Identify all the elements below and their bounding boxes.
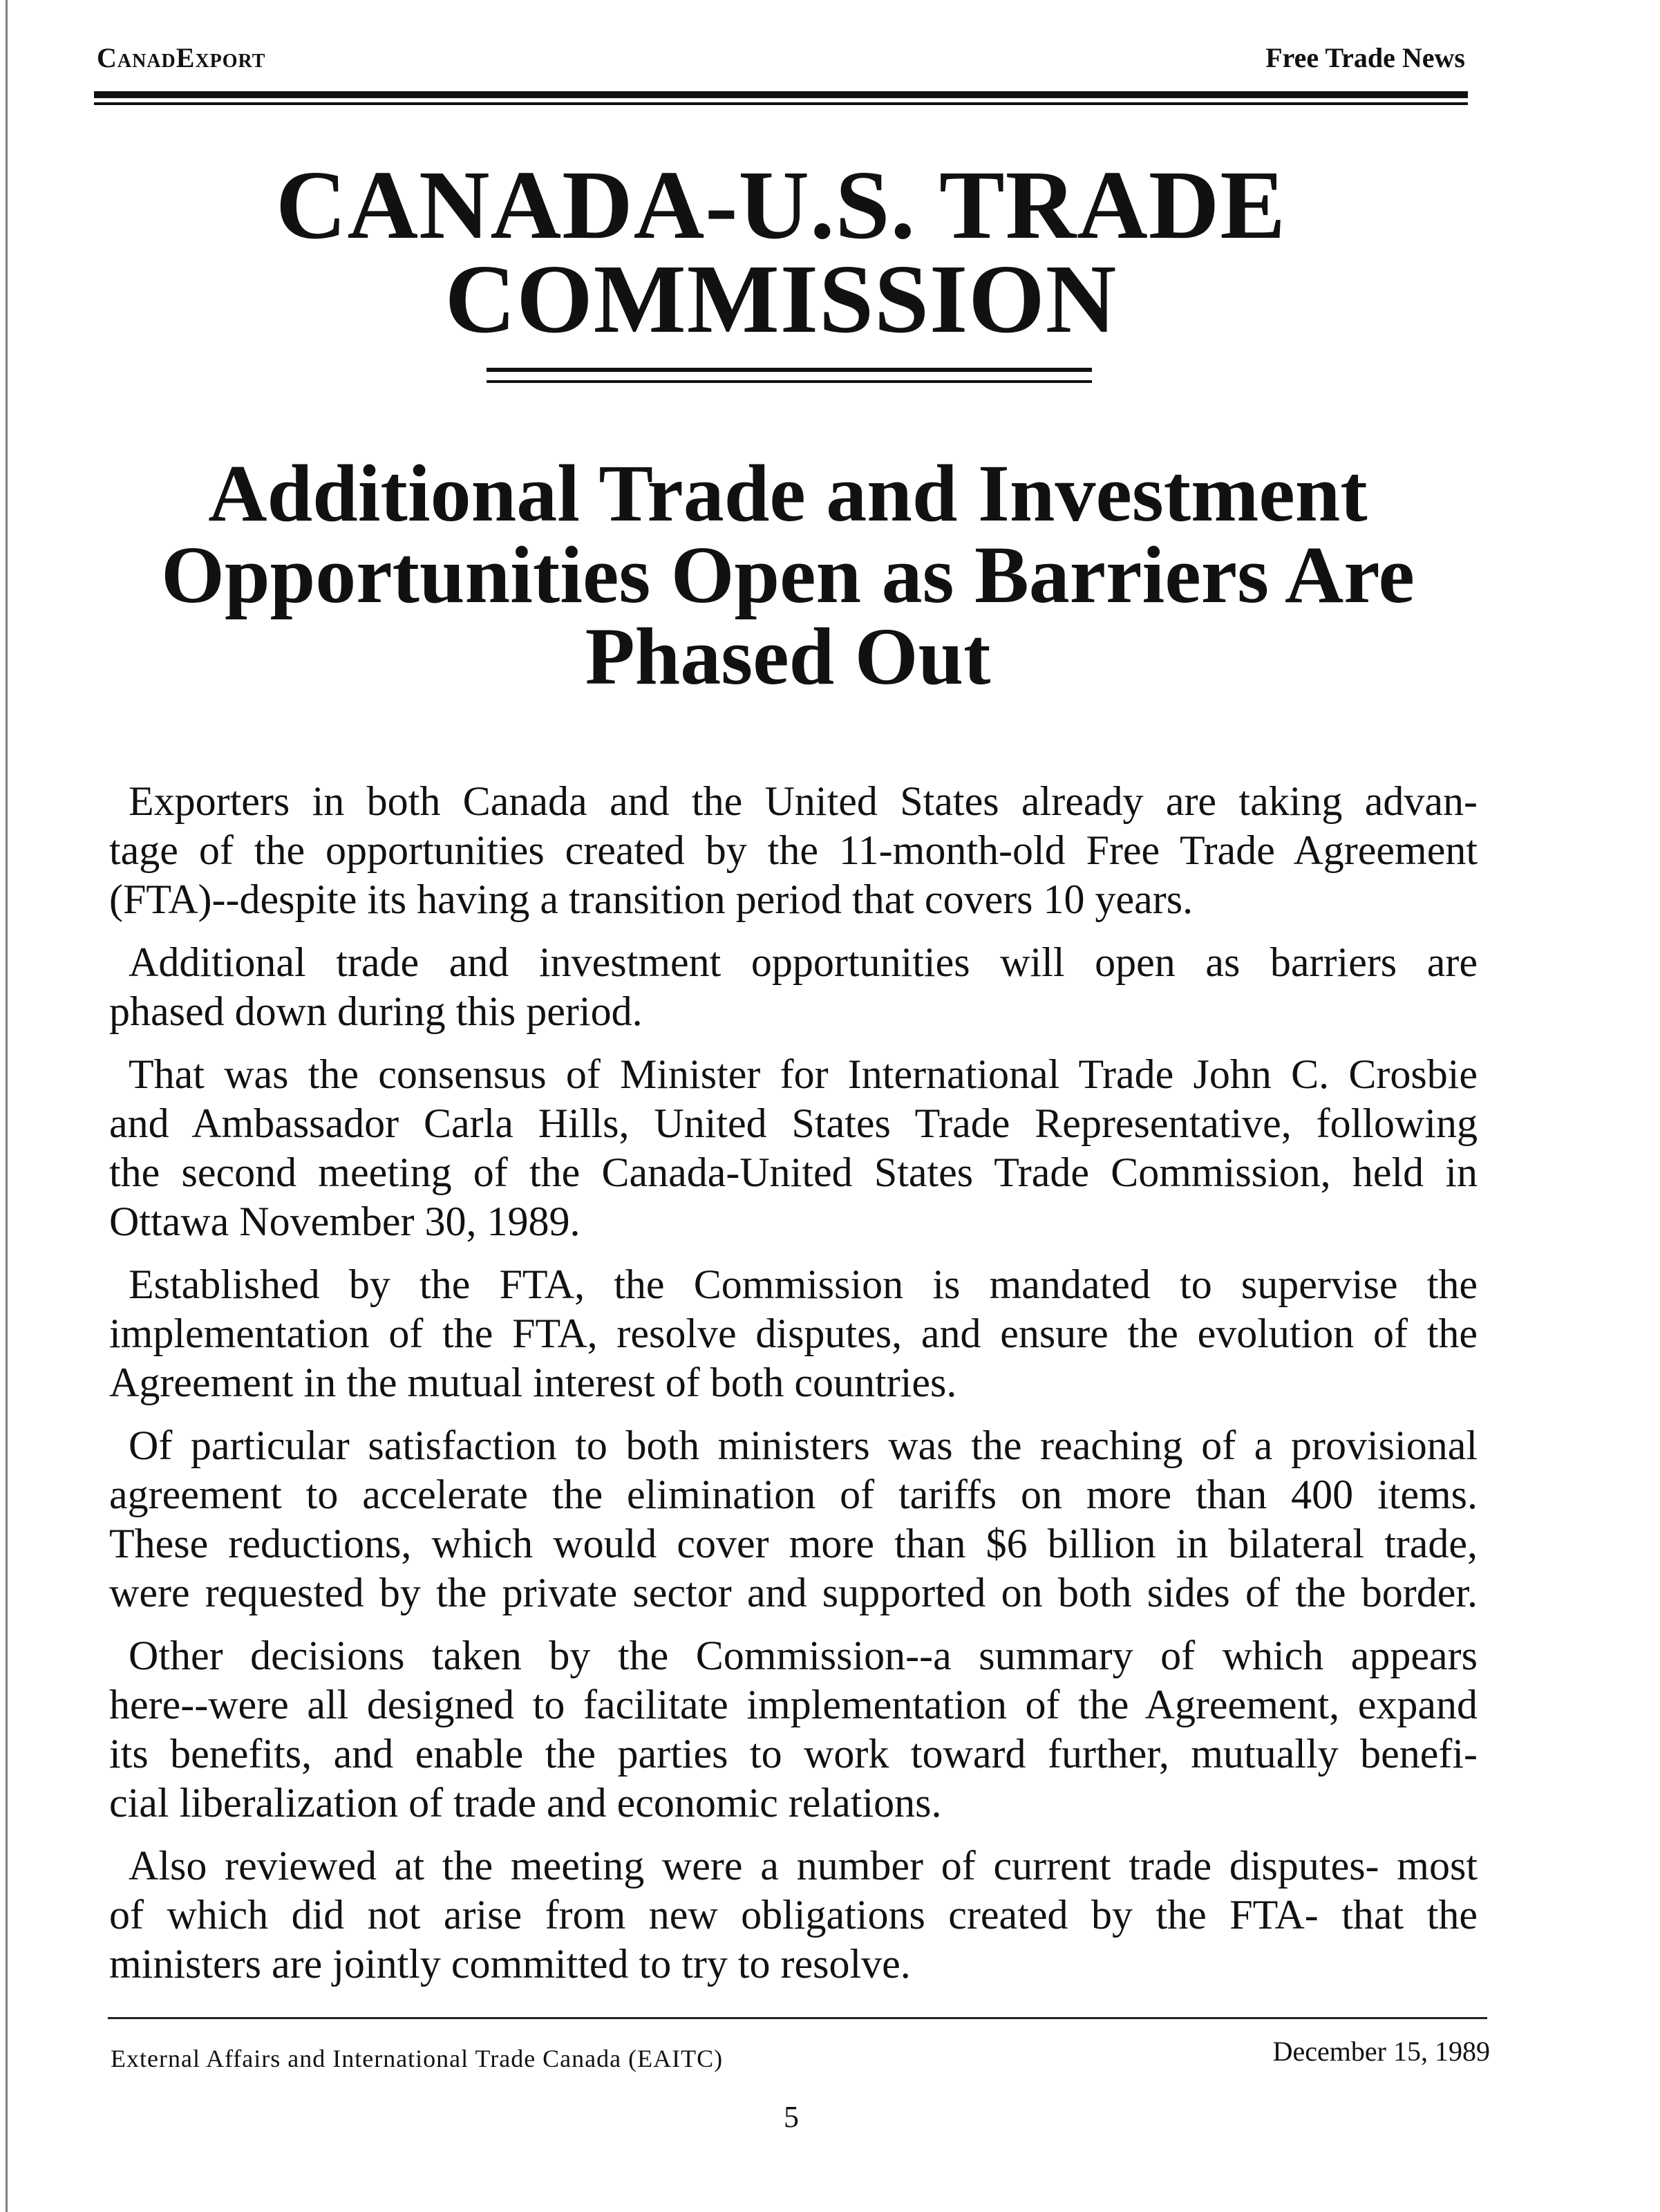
- body-line: These reductions, which would cover more than $6 billion in bilateral trade,: [109, 1521, 1478, 1566]
- body-paragraph: [109, 938, 1478, 1036]
- body-line: cial liberalization of trade and economic relations.: [109, 1780, 942, 1826]
- body-line: Of particular satisfaction to both ministers was the reaching of a provisional: [129, 1423, 1478, 1468]
- body-line: and Ambassador Carla Hills, United States Trade Representative, following: [109, 1100, 1478, 1146]
- body-line: the second meeting of the Canada-United States Trade Commission, held in: [109, 1150, 1478, 1195]
- scan-edge-line: [6, 0, 8, 2212]
- body-line: of which did not arise from new obligations created by the FTA- that the: [109, 1892, 1478, 1938]
- body-line: were requested by the private sector and supported on both sides of the border.: [109, 1570, 1478, 1615]
- body-line: here--were all designed to facilitate implementation of the Agreement, expand: [109, 1682, 1478, 1727]
- page-title: [94, 150, 1468, 353]
- article-headline: [94, 448, 1482, 702]
- footer-publisher: External Affairs and International Trade Canada (EAITC): [111, 2045, 724, 2072]
- body-line: That was the consensus of Minister for International Trade John C. Crosbie: [129, 1051, 1478, 1097]
- title-line: COMMISSION: [444, 244, 1117, 353]
- headline-line: Additional Trade and Investment: [208, 448, 1368, 538]
- header-double-rule: [94, 91, 1468, 105]
- body-line: Also reviewed at the meeting were a number of current trade disputes- most: [129, 1843, 1478, 1888]
- body-line: its benefits, and enable the parties to work toward further, mutually benefi-: [109, 1731, 1478, 1777]
- body-line: Established by the FTA, the Commission is mandated to supervise the: [129, 1262, 1478, 1307]
- body-line: phased down during this period.: [109, 988, 643, 1034]
- body-line: Agreement in the mutual interest of both countries.: [109, 1360, 957, 1405]
- body-paragraph: [109, 1841, 1478, 1989]
- body-line: Ottawa November 30, 1989.: [109, 1199, 581, 1244]
- body-line: agreement to accelerate the elimination of tariffs on more than 400 items.: [109, 1472, 1478, 1517]
- footer-date: December 15, 1989: [1272, 2036, 1490, 2067]
- article-body: [109, 777, 1478, 1989]
- headline-line: Opportunities Open as Barriers Are: [161, 529, 1415, 620]
- body-paragraph: [109, 1260, 1478, 1407]
- body-line: (FTA)--despite its having a transition period that covers 10 years.: [109, 877, 1194, 922]
- title-double-rule: [487, 368, 1092, 383]
- headline-line: Phased Out: [585, 611, 991, 702]
- body-paragraph: [109, 1631, 1478, 1828]
- page-number: 5: [784, 2100, 799, 2134]
- publication-name: CanadExport: [97, 42, 266, 73]
- body-paragraph: [109, 777, 1478, 924]
- title-line: CANADA-U.S. TRADE: [275, 150, 1287, 259]
- footer-rule: [108, 2017, 1487, 2019]
- body-paragraph: [109, 1421, 1478, 1618]
- body-line: Exporters in both Canada and the United States already are taking advan-: [129, 778, 1478, 824]
- body-line: Other decisions taken by the Commission--a summary of which appears: [129, 1633, 1478, 1678]
- body-line: Additional trade and investment opportunities will open as barriers are: [129, 939, 1478, 985]
- body-paragraph: [109, 1050, 1478, 1246]
- body-line: ministers are jointly committed to try to resolve.: [109, 1941, 911, 1987]
- body-line: implementation of the FTA, resolve disputes, and ensure the evolution of the: [109, 1311, 1478, 1356]
- section-name: Free Trade News: [1265, 42, 1465, 73]
- body-line: tage of the opportunities created by the 11-month-old Free Trade Agreement: [109, 827, 1478, 873]
